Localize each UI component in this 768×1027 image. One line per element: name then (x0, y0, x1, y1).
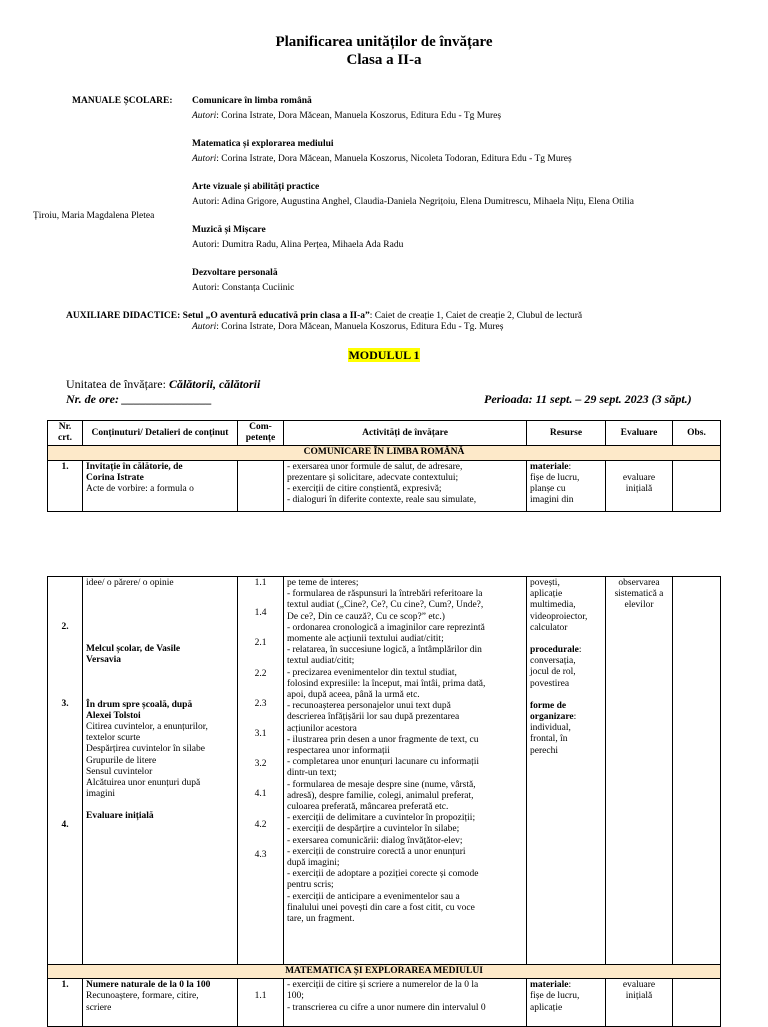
row-activities: - exersarea unor formule de salut, de adresare, prezentare și solicitare, adecvate contextului; - exerciții de citire conștientă, expresivă; - dialoguri în diferite contexte, reale sau simulate, (284, 460, 527, 511)
activity-line: - exerciții de adoptare a poziției corecte și comode (287, 869, 479, 880)
module-heading: MODULUL 1 (348, 348, 420, 362)
activity-line: - formularea de răspunsuri la întrebări referitoare la (287, 589, 483, 600)
page-subtitle: Clasa a II-a (346, 52, 422, 68)
header-evaluation: Evaluare (606, 421, 673, 446)
activity-line: descrierea înfățișării lor sau după prezentarea (287, 712, 460, 723)
row-evaluation: observarea sistematică a elevilor (606, 577, 673, 965)
hours-label: Nr. de ore: _______________ (66, 392, 212, 406)
activity-line: - exerciții de despărțire a cuvintelor în silabe; (287, 824, 460, 835)
manual-title: Arte vizuale și abilități practice (192, 182, 320, 192)
header-activities: Activități de învățare (284, 421, 527, 446)
section-row (48, 446, 721, 460)
row-competences: 1.1 (238, 979, 284, 1027)
activity-line: - exerciții de delimitare a cuvintelor în propoziții; (287, 813, 476, 824)
auxiliary-materials: AUXILIARE DIDACTICE: Setul „O aventură educativă prin clasa a II-a”: Caiet de creație 1, Caiet de creație 2, Clubul de lectură (66, 311, 583, 321)
row-activities: - exerciții de citire și scriere a numerelor de la 0 la 100; - transcrierea cu cifre a unor numere din intervalul 0 (284, 979, 527, 1027)
activity-line: - formularea de mesaje despre sine (nume, vârstă, (287, 779, 476, 790)
activity-line: - precizarea evenimentelor din textul studiat, (287, 667, 457, 678)
planning-table (47, 420, 721, 512)
activity-line: folosind expresiile: la început, mai întâi, prima dată, (287, 678, 486, 689)
table-header (48, 421, 721, 446)
activity-line: - exerciții de construire corectă a unor enunțuri (287, 846, 466, 857)
activity-line: De ce?, Din ce cauză?, Cu ce scop?” etc.) (287, 611, 445, 622)
activity-line: textul audiat („Cine?, Ce?, Cu cine?, Cum?, Unde?, (287, 600, 484, 611)
planning-table-continued (47, 576, 721, 1027)
activity-line: acțiunilor acestora (287, 723, 357, 734)
section-title: COMUNICARE ÎN LIMBA ROMÂNĂ (48, 446, 721, 460)
activity-line: după imagini; (287, 858, 340, 869)
section-title: MATEMATICA ȘI EXPLORAREA MEDIULUI (48, 965, 721, 979)
row-resources: materiale: fișe de lucru, aplicație (527, 979, 606, 1027)
activity-line: finalului unei povești din care a fost citit, cu voce (287, 902, 475, 913)
manual-title: Muzică și Mișcare (192, 225, 266, 235)
activity-line: adresă), despre familie, colegi, animalul preferat, (287, 790, 474, 801)
table-row (48, 577, 721, 965)
activity-line: - exerciții de anticipare a evenimentelor sau a (287, 891, 460, 902)
row-number: 1. (48, 979, 83, 1027)
activity-line: - relatarea, în succesiune logică, a întâmplărilor din (287, 645, 482, 656)
activity-line: apoi, după aceea, până la urmă etc. (287, 690, 420, 701)
manual-authors-continued: Țiroiu, Maria Magdalena Pletea (33, 211, 155, 221)
header-resources: Resurse (527, 421, 606, 446)
header-content: Conținuturi/ Detalieri de conținut (83, 421, 238, 446)
manual-authors: Autori: Dumitra Radu, Alina Perțea, Mihaela Ada Radu (192, 240, 404, 250)
page-title: Planificarea unităților de învățare (275, 34, 493, 50)
manual-title: Matematica și explorarea mediului (192, 139, 334, 149)
row-obs (673, 460, 721, 511)
row-numbers: 2. 3. 4. (48, 577, 83, 965)
row-resources: materiale: fișe de lucru, planșe cu imagini din (527, 460, 606, 511)
row-obs (673, 979, 721, 1027)
activity-line: culoarea preferată, mâncarea preferată etc. (287, 802, 449, 813)
row-content: idee/ o părere/ o opinie Melcul școlar, de Vasile Versavia În drum spre școală, după Alexei Tolstoi Citirea cuvintelor, a enunțurilor, textelor scurte Despărțirea cuvintelor în silabe Grupurile de litere Sensul cuvintelor Alcătuirea unor enunțuri după imagini Evaluare inițială (83, 577, 238, 965)
manual-authors: Autori: Corina Istrate, Dora Măcean, Manuela Koszorus, Editura Edu - Tg Mureș (192, 111, 502, 121)
header-nr: Nr. crt. (48, 421, 83, 446)
activity-line: respectarea unor informații (287, 746, 390, 757)
table-row (48, 460, 721, 511)
auxiliary-authors: Autori: Corina Istrate, Dora Măcean, Manuela Koszorus, Editura Edu - Tg. Mureș (192, 322, 504, 332)
row-number: 1. (48, 460, 83, 511)
row-content: Numere naturale de la 0 la 100 Recunoaștere, formare, citire, scriere (83, 979, 238, 1027)
header-obs: Obs. (673, 421, 721, 446)
manual-title: Comunicare în limba română (192, 96, 312, 106)
manual-authors: Autori: Constanța Cuciinic (192, 283, 295, 293)
activity-line: pe teme de interes; (287, 578, 359, 588)
row-competences (238, 460, 284, 511)
period-label: Perioada: 11 sept. – 29 sept. 2023 (3 săpt.) (484, 392, 692, 406)
activity-line: tare, un fragment. (287, 914, 355, 925)
row-obs (673, 577, 721, 965)
activity-line: - recunoașterea personajelor unui text după (287, 701, 451, 712)
activity-line: dintr-un text; (287, 768, 337, 779)
activity-line: pentru scris; (287, 880, 334, 891)
row-resources: povești, aplicație multimedia, videoproiector, calculator procedurale: conversația, jocul de rol, povestirea forme de organizare: individual, frontal, în perechi (527, 577, 606, 965)
manual-authors: Autori: Corina Istrate, Dora Măcean, Manuela Koszorus, Nicoleta Todoran, Editura Edu - Tg Mureș (192, 154, 572, 164)
row-activities (284, 577, 527, 965)
activity-line: momente ale acțiunii textului audiat/citit; (287, 634, 444, 645)
manual-title: Dezvoltare personală (192, 268, 278, 278)
section-row (48, 965, 721, 979)
table-row (48, 979, 721, 1027)
activity-line: textul audiat/citit; (287, 656, 355, 667)
manuals-label: MANUALE ȘCOLARE: (72, 96, 173, 106)
row-content: Invitație în călătorie, de Corina Istrate Acte de vorbire: a formula o (83, 460, 238, 511)
manual-authors: Autori: Adina Grigore, Augustina Anghel, Claudia-Daniela Negrițoiu, Elena Dumitrescu, Mihaela Nițu, Elena Otilia (192, 197, 634, 207)
row-competences: 1.1 1.4 2.1 2.2 2.3 3.1 3.2 4.1 4.2 4.3 (238, 577, 284, 965)
row-evaluation: evaluare inițială (606, 979, 673, 1027)
activity-line: - exersarea comunicării: dialog învățător-elev; (287, 835, 463, 846)
header-competences: Com- petențe (238, 421, 284, 446)
activity-line: - completarea unor enunțuri lacunare cu informații (287, 757, 480, 768)
unit-label: Unitatea de învățare: Călătorii, călătorii (66, 377, 261, 391)
row-evaluation: evaluare inițială (606, 460, 673, 511)
activity-line: - ilustrarea prin desen a unor fragmente de text, cu (287, 734, 479, 745)
activity-line: - ordonarea cronologică a imaginilor care reprezintă (287, 622, 485, 633)
